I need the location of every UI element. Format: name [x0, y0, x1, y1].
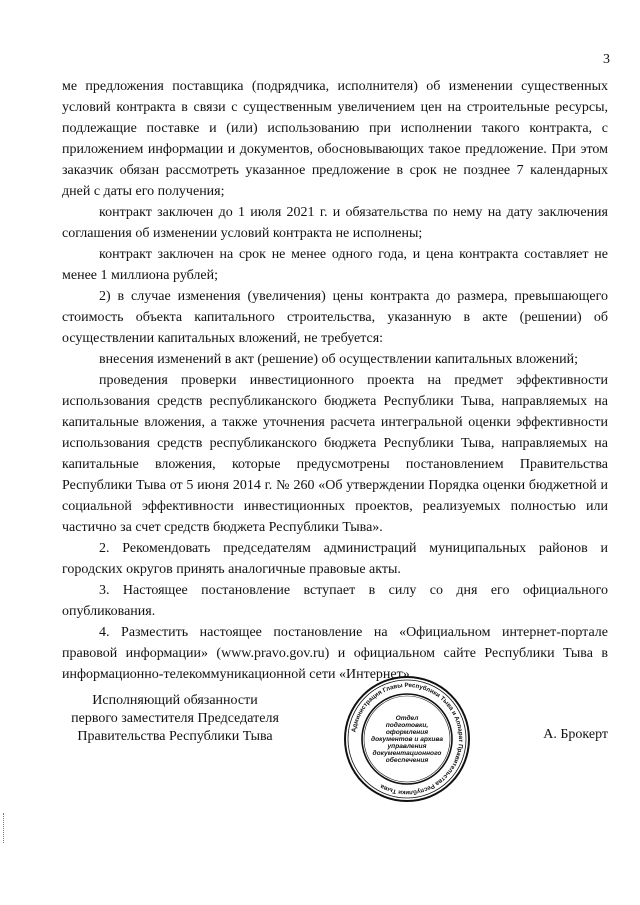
stamp-center-line: обеспечения — [385, 757, 429, 764]
stamp-center-line: Отдел — [395, 715, 419, 722]
stamp-center-text — [371, 714, 443, 764]
signer-title-line: Правительства Республики Тыва — [77, 729, 273, 744]
signer-title — [60, 692, 290, 746]
page-number: 3 — [603, 52, 610, 67]
official-stamp — [342, 674, 472, 804]
signer-name: А. Брокерт — [543, 727, 608, 742]
stamp-ring-text: Администрация Главы Республики Тыва и Аппарат Правительства Республики Тыва — [350, 681, 465, 797]
stamp-center-line: документов и архива — [371, 736, 443, 743]
body-paragraph: внесения изменений в акт (решение) об осуществлении капитальных вложений; — [99, 352, 578, 367]
binding-edge-mark — [3, 813, 6, 843]
signature-block — [0, 681, 640, 802]
stamp-center-line: управления — [387, 743, 427, 750]
body-paragraph: 4. Разместить настоящее постановление на «Официальном интернет-портале правовой информации» (www.pravo.gov.ru) и официальном сайте Республики Тыва в информационно-телекоммуникационной сети «Интернет». — [62, 625, 608, 682]
signer-title-line: Исполняющий обязанности — [92, 693, 258, 708]
document-body — [62, 76, 608, 685]
body-paragraph: ме предложения поставщика (подрядчика, исполнителя) об изменении существенных условий контракта в связи с существенным увеличением цен на строительные ресурсы, подлежащие поставке и (или) использованию при исполнении такого контракта, с приложением информации и документов, обосновывающих такое предложение. При этом заказчик обязан рассмотреть указанное предложение в срок не позднее 7 календарных дней с даты его получения; — [62, 79, 608, 199]
body-paragraph: контракт заключен до 1 июля 2021 г. и обязательства по нему на дату заключения соглашения об изменении условий контракта не исполнены; — [62, 205, 608, 241]
stamp-center-line: документационного — [372, 750, 442, 757]
body-paragraph: проведения проверки инвестиционного проекта на предмет эффективности использования средств республиканского бюджета Республики Тыва, направляемых на капитальные вложения, а также уточнения расчета интегральной оценки эффективности использования средств республиканского бюджета Республики Тыва, направляемых на капитальные вложения, которые предусмотрены постановлением Правительства Республики Тыва от 5 июня 2014 г. № 260 «Об утверждении Порядка оценки бюджетной и социальной эффективности инвестиционных проектов, реализуемых полностью или частично за счет средств бюджета Республики Тыва». — [62, 373, 608, 535]
body-paragraph: контракт заключен на срок не менее одного года, и цена контракта составляет не менее 1 миллиона рублей; — [62, 247, 608, 283]
body-paragraph: 2) в случае изменения (увеличения) цены контракта до размера, превышающего стоимость объекта капитального строительства, указанную в акте (решении) об осуществлении капитальных вложений, не требуется: — [62, 289, 608, 346]
stamp-center-line: подготовки, — [385, 722, 429, 729]
signer-title-line: первого заместителя Председателя — [71, 711, 279, 726]
stamp-center-line: оформления — [385, 729, 429, 736]
body-paragraph: 2. Рекомендовать председателям администраций муниципальных районов и городских округов принять аналогичные правовые акты. — [62, 541, 608, 577]
body-paragraph: 3. Настоящее постановление вступает в силу со дня его официального опубликования. — [62, 583, 608, 619]
